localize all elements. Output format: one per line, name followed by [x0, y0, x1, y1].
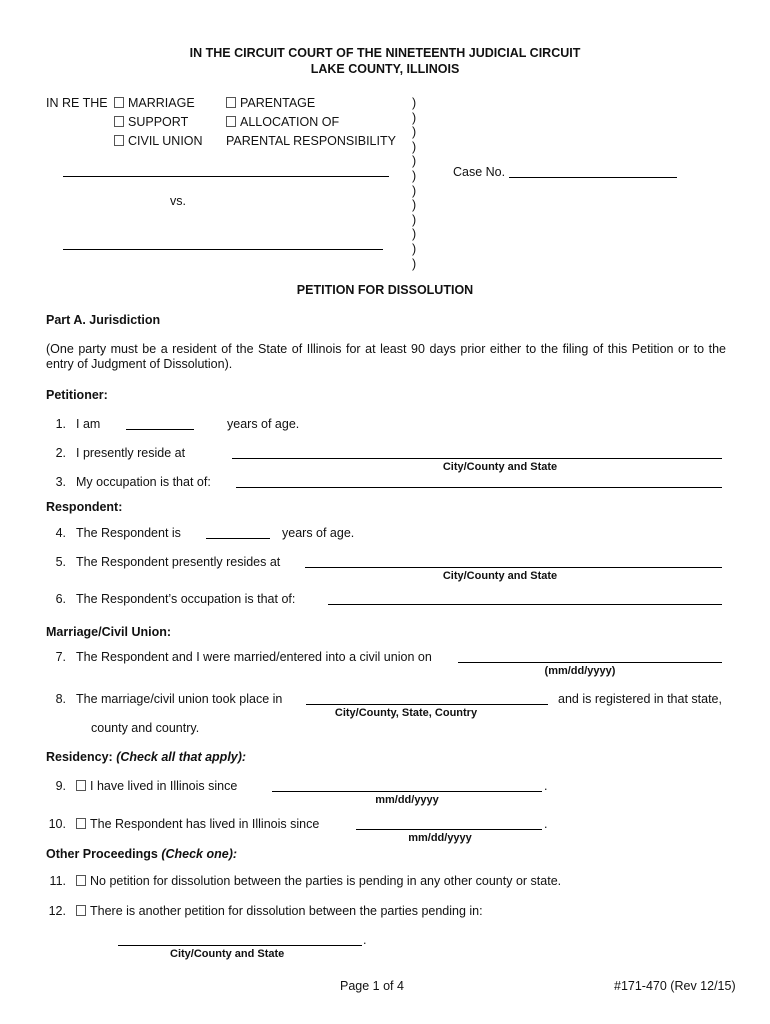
item-4: 4. The Respondent is	[55, 526, 181, 540]
item-9-period: .	[544, 779, 548, 793]
page-number: Page 1 of 4	[340, 979, 404, 993]
option-civil-union[interactable]: CIVIL UNION	[114, 134, 203, 148]
option-parentage[interactable]: PARENTAGE	[226, 96, 315, 110]
item-10-period: .	[544, 817, 548, 831]
checkbox-support[interactable]	[114, 116, 124, 127]
item-8-caption: City/County, State, Country	[334, 707, 478, 719]
item-8-suffix: and is registered in that state,	[558, 692, 722, 706]
marriage-date-field[interactable]	[458, 662, 722, 663]
checkbox-item-10[interactable]	[76, 818, 86, 829]
item-9-caption: mm/dd/yyyy	[375, 794, 439, 806]
option-marriage[interactable]: MARRIAGE	[114, 96, 195, 110]
petitioner-occupation-field[interactable]	[236, 487, 722, 488]
item-8-continuation: county and country.	[91, 721, 200, 735]
item-10-caption: mm/dd/yyyy	[408, 832, 472, 844]
page-title: PETITION FOR DISSOLUTION	[296, 283, 474, 297]
checkbox-civil-union[interactable]	[114, 135, 124, 146]
item-3: 3. My occupation is that of:	[55, 475, 211, 489]
option-support[interactable]: SUPPORT	[114, 115, 188, 129]
checkbox-item-11[interactable]	[76, 875, 86, 886]
court-header-line1: IN THE CIRCUIT COURT OF THE NINETEENTH JUDICIAL CIRCUIT	[189, 46, 581, 60]
marriage-heading: Marriage/Civil Union:	[46, 625, 172, 639]
item-8: 8. The marriage/civil union took place in	[55, 692, 283, 706]
checkbox-item-12[interactable]	[76, 905, 86, 916]
item-11[interactable]: 11. No petition for dissolution between the parties is pending in any other county or state.	[49, 874, 562, 888]
item-6: 6. The Respondent’s occupation is that of:	[55, 592, 296, 606]
other-petition-location-field[interactable]	[118, 945, 362, 946]
item-2-caption: City/County and State	[442, 461, 558, 473]
item-7-caption: (mm/dd/yyyy)	[544, 665, 616, 677]
form-number: #171-470 (Rev 12/15)	[614, 979, 736, 993]
item-10[interactable]: 10. The Respondent has lived in Illinois since	[48, 817, 320, 831]
part-a-heading: Part A. Jurisdiction	[46, 313, 161, 327]
respondent-residence-field[interactable]	[305, 567, 722, 568]
vs-label: vs.	[170, 194, 186, 208]
item-1: 1. I am	[55, 417, 101, 431]
checkbox-parentage[interactable]	[226, 97, 236, 108]
checkbox-item-9[interactable]	[76, 780, 86, 791]
checkbox-marriage[interactable]	[114, 97, 124, 108]
item-4-suffix: years of age.	[282, 526, 355, 540]
item-12-caption: City/County and State	[170, 948, 285, 960]
case-no-label: Case No.	[453, 165, 506, 179]
petitioner-name-field[interactable]	[63, 176, 389, 177]
case-no-field[interactable]	[509, 177, 677, 178]
item-12[interactable]: 12. There is another petition for dissolution between the parties pending in:	[48, 904, 483, 918]
petitioner-residency-date-field[interactable]	[272, 791, 542, 792]
petitioner-heading: Petitioner:	[46, 388, 108, 402]
item-7: 7. The Respondent and I were married/entered into a civil union on	[55, 650, 432, 664]
item-1-suffix: years of age.	[227, 417, 300, 431]
in-re-label: IN RE THE	[46, 96, 108, 110]
court-header-line2: LAKE COUNTY, ILLINOIS	[310, 62, 460, 76]
petitioner-residence-field[interactable]	[232, 458, 722, 459]
part-a-intro: (One party must be a resident of the State of Illinois for at least 90 days prior either to the filing of this Petition or to the entry of Judgment of Dissolution).	[46, 342, 726, 371]
respondent-occupation-field[interactable]	[328, 604, 722, 605]
petitioner-age-field[interactable]	[126, 429, 194, 430]
respondent-age-field[interactable]	[206, 538, 270, 539]
respondent-name-field[interactable]	[63, 249, 383, 250]
marriage-place-field[interactable]	[306, 704, 548, 705]
item-5: 5. The Respondent presently resides at	[55, 555, 281, 569]
option-parental-responsibility-label: PARENTAL RESPONSIBILITY	[226, 134, 396, 148]
item-9[interactable]: 9. I have lived in Illinois since	[55, 779, 238, 793]
respondent-residency-date-field[interactable]	[356, 829, 542, 830]
respondent-heading: Respondent:	[46, 500, 123, 514]
item-5-caption: City/County and State	[442, 570, 558, 582]
checkbox-allocation[interactable]	[226, 116, 236, 127]
other-proceedings-heading: Other Proceedings (Check one):	[46, 847, 238, 861]
item-2: 2. I presently reside at	[55, 446, 186, 460]
caption-parentheses: ) ) ) ) ) ) ) ) ) ) ) )	[412, 96, 417, 271]
option-allocation[interactable]: ALLOCATION OF	[226, 115, 339, 129]
residency-heading: Residency: (Check all that apply):	[46, 750, 247, 764]
item-12-period: .	[363, 933, 367, 947]
